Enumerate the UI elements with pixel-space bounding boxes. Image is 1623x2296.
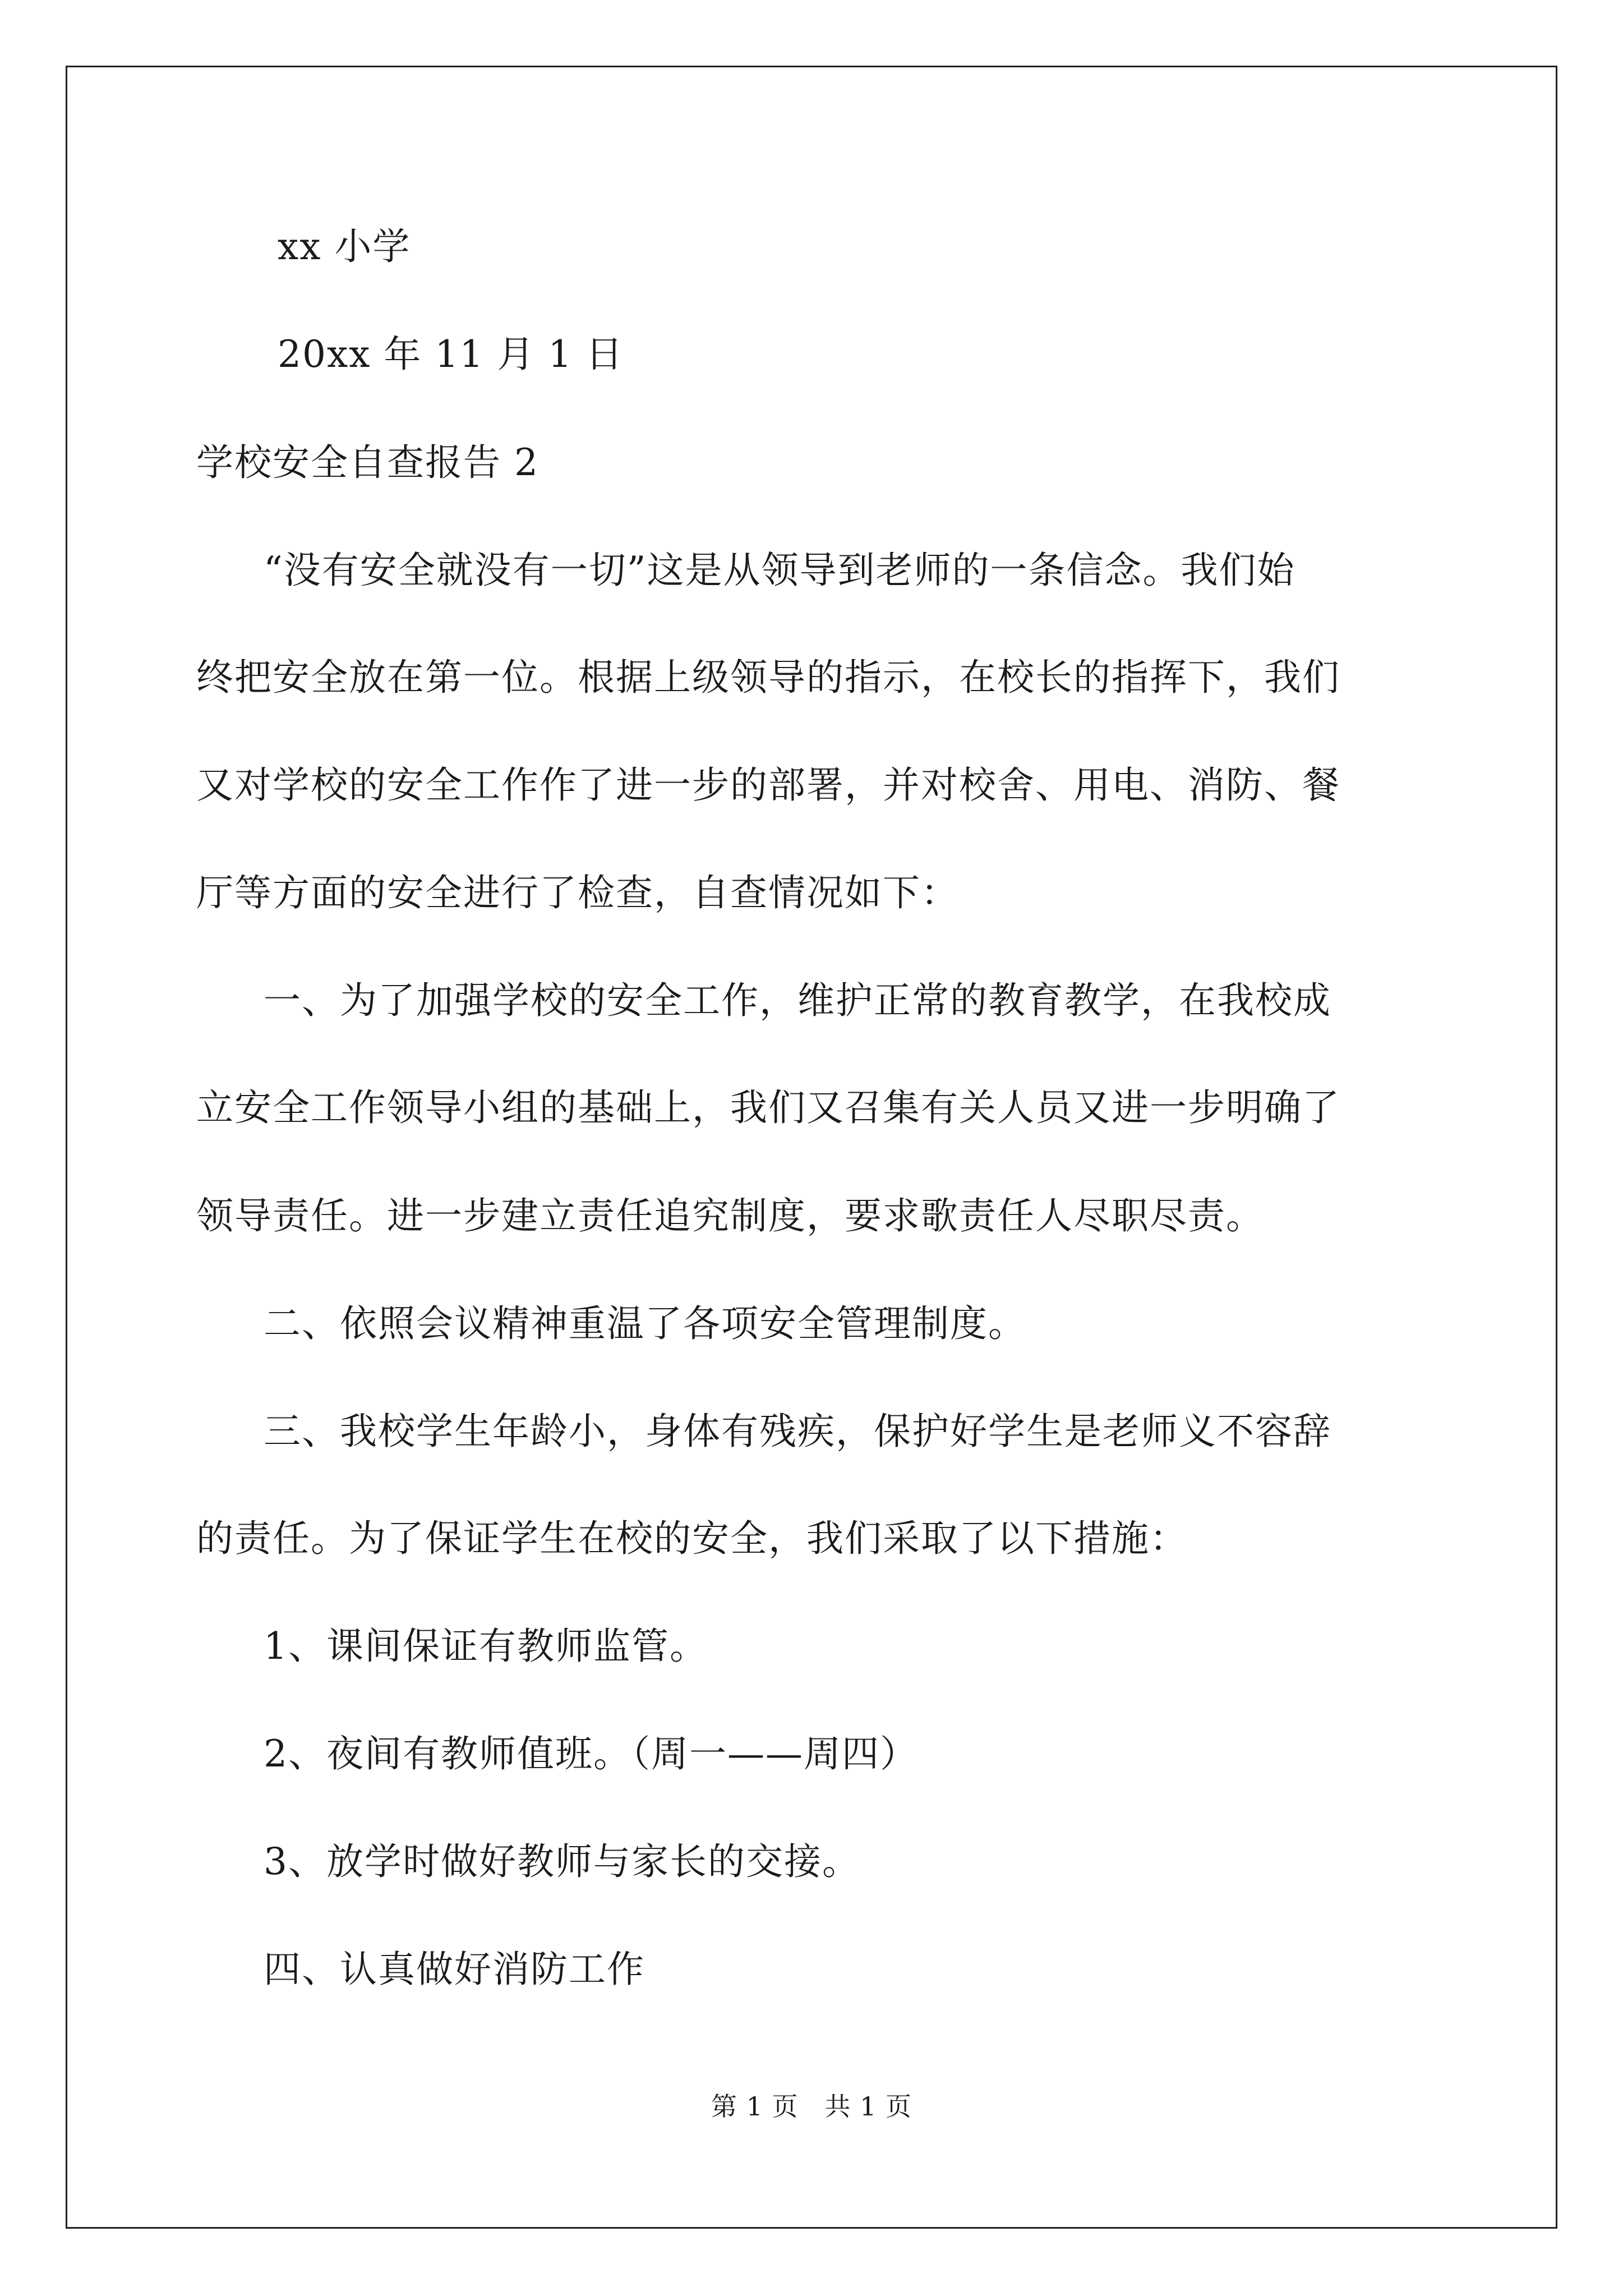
page-number: 第 1 页 共 1 页 [711, 2091, 912, 2122]
paragraph-line: 二、依照会议精神重温了各项安全管理制度。 [264, 1302, 1026, 1345]
paragraph-line: 又对学校的安全工作作了进一步的部署，并对校舍、用电、消防、餐 [196, 763, 1340, 807]
measure-item: 3、放学时做好教师与家长的交接。 [264, 1840, 860, 1883]
paragraph-line: 厅等方面的安全进行了检查，自查情况如下： [196, 871, 959, 914]
paragraph-line: 四、认真做好消防工作 [264, 1948, 645, 1991]
page-border [66, 66, 1557, 2229]
signature-org: xx 小学 [278, 225, 411, 268]
measure-item: 1、课间保证有教师监管。 [264, 1625, 708, 1668]
paragraph-line: 的责任。为了保证学生在校的安全，我们采取了以下措施： [196, 1517, 1188, 1560]
paragraph-line: 终把安全放在第一位。根据上级领导的指示，在校长的指挥下，我们 [196, 656, 1340, 699]
section-title: 学校安全自查报告 2 [196, 441, 539, 484]
paragraph-line: 一、为了加强学校的安全工作，维护正常的教育教学，在我校成 [264, 979, 1331, 1022]
paragraph-line: 领导责任。进一步建立责任追究制度，要求歌责任人尽职尽责。 [196, 1194, 1264, 1237]
paragraph-line: 立安全工作领导小组的基础上，我们又召集有关人员又进一步明确了 [196, 1086, 1340, 1129]
paragraph-line: 三、我校学生年龄小，身体有残疾，保护好学生是老师义不容辞 [264, 1410, 1331, 1453]
paragraph-line: “没有安全就没有一切”这是从领导到老师的一条信念。我们始 [264, 549, 1295, 592]
measure-item: 2、夜间有教师值班。（周一——周四） [264, 1732, 918, 1775]
signature-date: 20xx 年 11 月 1 日 [278, 333, 624, 376]
